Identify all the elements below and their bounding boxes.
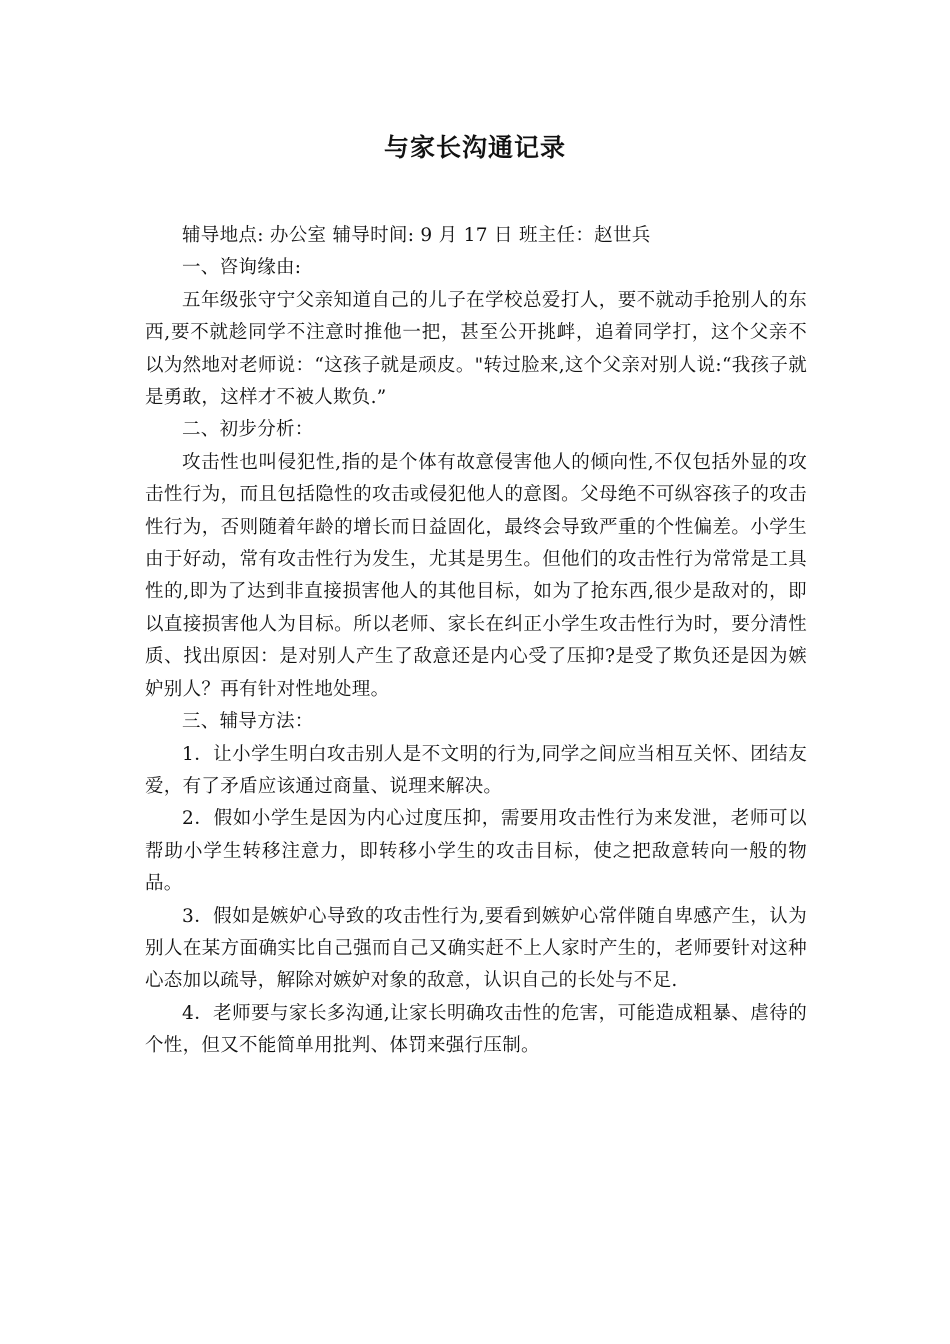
- section-body-analysis: 攻击性也叫侵犯性,指的是个体有故意侵害他人的倾向性,不仅包括外显的攻击性行为，而且包括隐性的攻击或侵犯他人的意图。父母绝不可纵容孩子的攻击性行为，否则随着年龄的增长而日益固化，最终会导致严重的个性偏差。小学生由于好动，常有攻击性行为发生，尤其是男生。但他们的攻击性行为常常是工具性的,即为了达到非直接损害他人的其他目标，如为了抢东西,很少是敌对的，即以直接损害他人为目标。所以老师、家长在纠正小学生攻击性行为时，要分清性质、找出原因：是对别人产生了敌意还是内心受了压抑?是受了欺负还是因为嫉妒别人？再有针对性地处理。: [145, 451, 807, 700]
- document-body: [145, 220, 807, 1063]
- section-heading-reason: 一、咨询缘由:: [182, 257, 302, 279]
- method-item-4: 4．老师要与家长多沟通,让家长明确攻击性的危害，可能造成粗暴、虐待的个性，但又不能简单用批判、体罚来强行压制。: [145, 1002, 807, 1057]
- section-body-reason: 五年级张守宁父亲知道自己的儿子在学校总爱打人，要不就动手抢别人的东西,要不就趁同学不注意时推他一把，甚至公开挑衅，追着同学打，这个父亲不以为然地对老师说：“这孩子就是顽皮。"转过脸来,这个父亲对别人说:“我孩子就是勇敢，这样才不被人欺负.”: [145, 289, 807, 409]
- method-item-3: 3．假如是嫉妒心导致的攻击性行为,要看到嫉妒心常伴随自卑感产生，认为别人在某方面确实比自己强而自己又确实赶不上人家时产生的，老师要针对这种心态加以疏导，解除对嫉妒对象的敌意，认识自己的长处与不足.: [145, 905, 807, 992]
- document-title: 与家长沟通记录: [383, 133, 566, 162]
- section-heading-methods: 三、辅导方法：: [182, 711, 314, 733]
- method-item-1: 1．让小学生明白攻击别人是不文明的行为,同学之间应当相互关怀、团结友爱，有了矛盾应该通过商量、说理来解决。: [145, 743, 807, 797]
- meta-line: 辅导地点: 办公室 辅导时间: 9 月 17 日 班主任：赵世兵: [182, 225, 651, 246]
- section-heading-analysis: 二、初步分析：: [182, 419, 314, 441]
- method-item-2: 2．假如小学生是因为内心过度压抑，需要用攻击性行为来发泄，老师可以帮助小学生转移注意力，即转移小学生的攻击目标，使之把敌意转向一般的物品。: [145, 808, 807, 895]
